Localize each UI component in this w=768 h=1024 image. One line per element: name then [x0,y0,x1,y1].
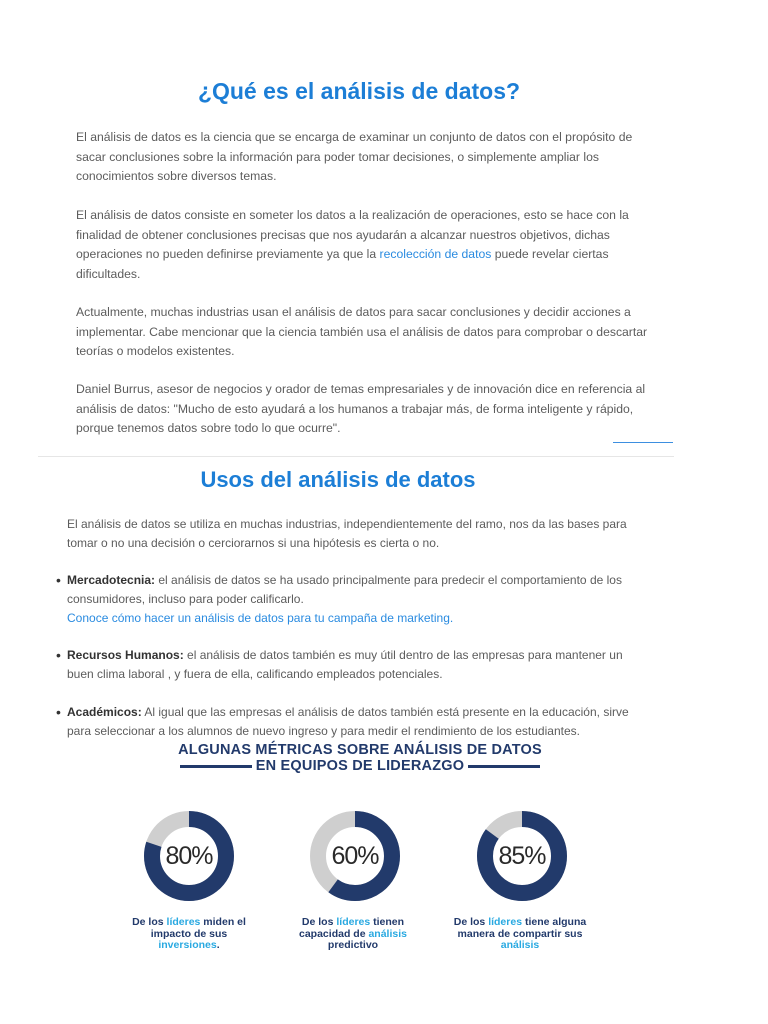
paragraph-quote: Daniel Burrus, asesor de negocios y orador de temas empresariales y de innovación dice en referencia al análisis de datos: "Mucho de esto ayudará a los humanos a trabajar más, de forma inteligente y rápido, porque tenemos datos sobre todo lo que ocurre". [76,382,646,435]
caption-highlight: líderes [336,916,371,928]
donut-chart-60 [305,806,405,906]
percentage-value: 85% [498,841,546,870]
list-item-term: Académicos: [67,705,142,719]
percentage-value: 80% [165,841,213,870]
accent-underline [613,442,673,443]
list-item-term: Recursos Humanos: [67,648,184,662]
marketing-campaign-link[interactable]: Conoce cómo hacer un análisis de datos para tu campaña de marketing. [67,611,454,625]
infographic-title [100,742,620,774]
section-divider [38,456,674,457]
list-item-academicos [67,703,647,741]
bullet-icon: • [56,572,61,588]
paragraph-industries: Actualmente, muchas industrias usan el análisis de datos para sacar conclusiones y decidir acciones a implementar. Cabe mencionar que la ciencia también usa el análisis de datos para comprobar o descartar teorías o modelos existentes. [76,305,648,358]
caption-text: De los [301,916,337,928]
caption-highlight: análisis [368,927,407,940]
bullet-icon: • [56,704,61,720]
caption-text: . [216,939,220,951]
paragraph-operations-text-2: puede revelar ciertas dificultades. [76,247,609,281]
donut-chart-85 [472,806,572,906]
donut-chart-80 [139,806,239,906]
list-item-text: el análisis de datos se ha usado principalmente para predecir el comportamiento de los consumidores, incluso para poder calificarlo. [67,573,622,606]
caption-highlight: inversiones [158,939,217,951]
caption-text: tienen capacidad de [299,916,405,940]
metric-caption [450,917,590,952]
title-rule-left [180,765,252,768]
list-item-mercadotecnia [67,571,627,628]
caption-highlight: análisis [500,939,540,951]
infographic-title-line1: ALGUNAS MÉTRICAS SOBRE ANÁLISIS DE DATOS [178,742,542,758]
page-title: ¿Qué es el análisis de datos? [197,78,521,104]
caption-text: De los [132,916,167,928]
usos-intro: El análisis de datos se utiliza en muchas industrias, independientemente del ramo, nos da las bases para tomar o no una decisión o cerciorarnos si una hipótesis es cierta o no. [67,517,627,550]
metric-caption [283,917,423,952]
infographic-title-line2: EN EQUIPOS DE LIDERAZGO [255,758,465,774]
title-rule-right [468,765,540,768]
paragraph-definition: El análisis de datos es la ciencia que se encarga de examinar un conjunto de datos con el propósito de sacar conclusiones sobre la información para poder tomar decisiones, o simplemente ampliar los conocimientos sobre diversos temas. [76,130,633,183]
caption-text: predictivo [327,939,379,951]
paragraph-operations [76,206,656,284]
list-item-recursos-humanos [67,646,627,684]
bullet-icon: • [56,647,61,663]
list-item-text: Al igual que las empresas el análisis de datos también está presente en la educación, sirve para seleccionar a los alumnos de nuevo ingreso y para medir el rendimiento de los estudiantes. [67,705,629,738]
caption-text: tiene alguna manera de compartir sus [457,916,587,940]
percentage-value: 60% [331,841,379,870]
recoleccion-de-datos-link[interactable]: recolección de datos [379,247,492,261]
metric-caption [119,917,259,952]
paragraph-operations-text-1: El análisis de datos consiste en someter los datos a la realización de operaciones, esto se hace con la finalidad de obtener conclusiones precisas que nos ayudarán a alcanzar nuestros objetivos, dichas operaciones no pueden definirse previamente ya que la [76,208,629,261]
section-title-usos: Usos del análisis de datos [200,467,476,492]
caption-highlight: líderes [166,916,201,928]
list-item-text: el análisis de datos también es muy útil dentro de las empresas para mantener un buen clima laboral , y fuera de ella, calificando empleados potenciales. [67,648,623,681]
caption-text: miden el impacto de sus [150,916,246,940]
caption-text: De los [453,916,489,928]
list-item-term: Mercadotecnia: [67,573,156,587]
caption-highlight: líderes [488,916,523,928]
